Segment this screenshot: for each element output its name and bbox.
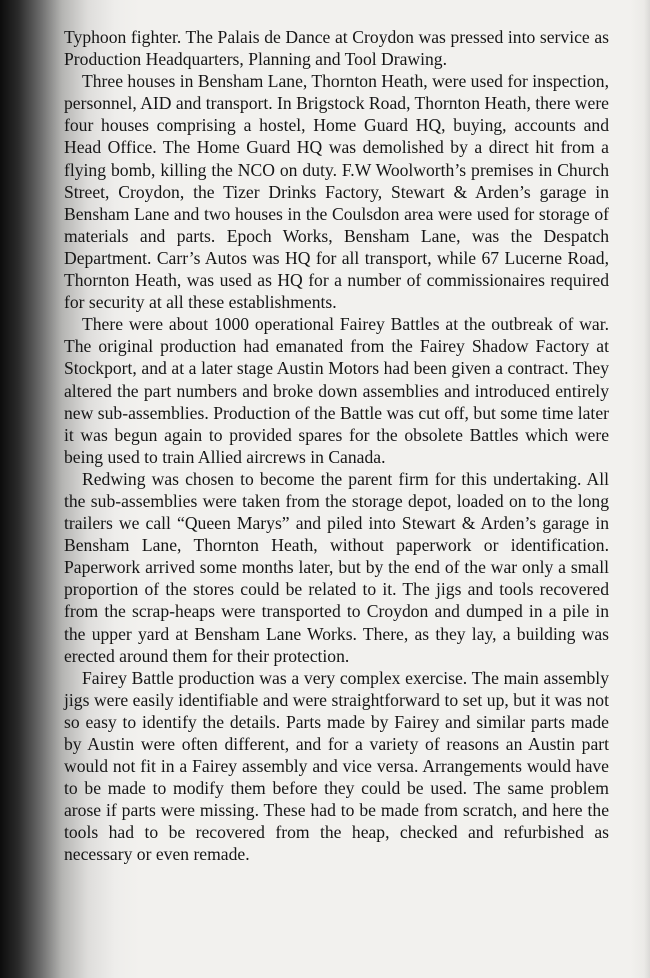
paragraph-5: Fairey Battle production was a very complex exercise. The main assembly jigs were easily identifiable and were straightforward to set up, but it was not so easy to identify the details. Parts made by Fairey and similar parts made by Austin were often different, and for a variety of reasons an Austin part would not fit in a Fairey assembly and vice versa. Arrangements would have to be made to modify them before they could be used. The same problem arose if parts were missing. These had to be made from scratch, and here the tools had to be recovered from the heap, checked and refurbished as necessary or even remade.	[64, 667, 609, 865]
page-edge-shadow	[644, 0, 650, 978]
paragraph-1: Typhoon fighter. The Palais de Dance at Croydon was pressed into service as Production Headquarters, Planning and Tool Drawing.	[64, 27, 609, 70]
paragraph-4: Redwing was chosen to become the parent firm for this undertaking. All the sub-assemblies were taken from the storage depot, loaded on to the long trailers we call “Queen Marys” and piled into Stewart & Arden’s garage in Bensham Lane, Thornton Heath, without paperwork or identification. Paperwork arrived some months later, but by the end of the war only a small proportion of the stores could be related to it. The jigs and tools recovered from the scrap-heaps were transported to Croydon and dumped in a pile in the upper yard at Bensham Lane Works. There, as they lay, a building was erected around them for their protection.	[64, 468, 609, 666]
paragraph-2: Three houses in Bensham Lane, Thornton Heath, were used for inspection, personnel, AID and transport. In Brigstock Road, Thornton Heath, there were four houses comprising a hostel, Home Guard HQ, buying, accounts and Head Office. The Home Guard HQ was demolished by a direct hit from a flying bomb, killing the NCO on duty. F.W Woolworth’s premises in Church Street, Croydon, the Tizer Drinks Factory, Stewart & Arden’s garage in Bensham Lane and two houses in the Coulsdon area were used for storage of materials and parts. Epoch Works, Bensham Lane, was the Despatch Department. Carr’s Autos was HQ for all transport, while 67 Lucerne Road, Thornton Heath, was used as HQ for a number of commissionaires required for security at all these establishments.	[64, 71, 609, 313]
paragraph-3: There were about 1000 operational Fairey Battles at the outbreak of war. The original production had emanated from the Fairey Shadow Factory at Stockport, and at a later stage Austin Motors had been given a contract. They altered the part numbers and broke down assemblies and introduced entirely new sub-assemblies. Production of the Battle was cut off, but some time later it was begun again to provided spares for the obsolete Battles which were being used to train Allied aircrews in Canada.	[64, 314, 609, 467]
body-text	[64, 26, 609, 866]
